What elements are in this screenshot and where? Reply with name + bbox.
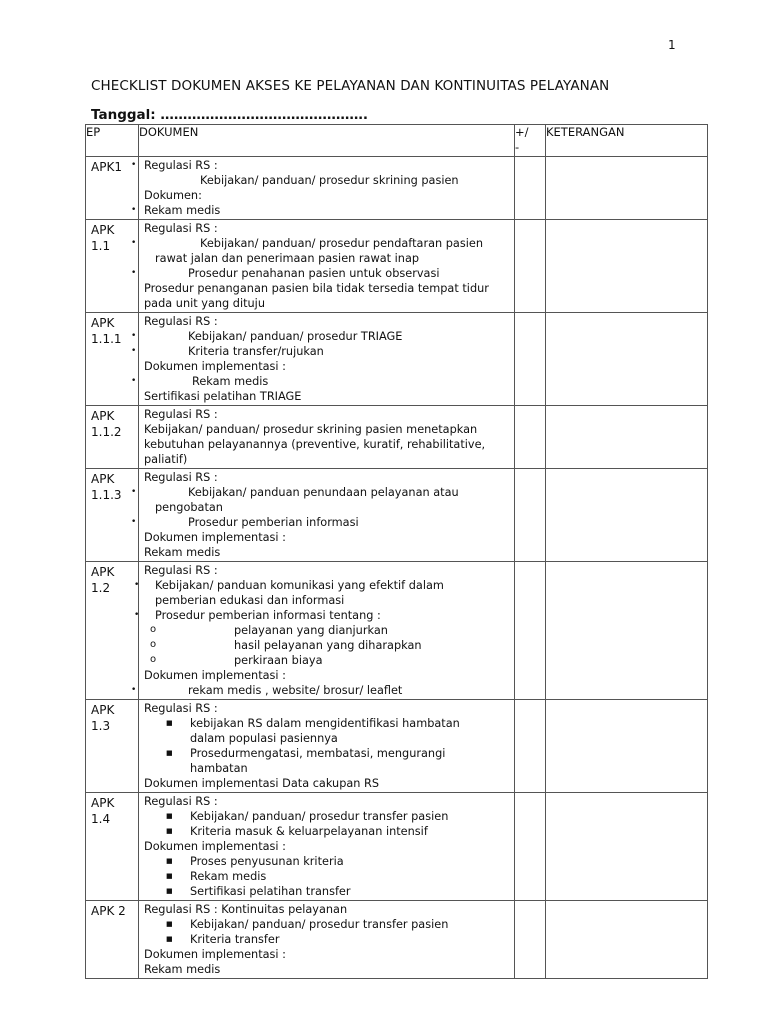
square-bullet-icon: ■ <box>166 812 173 820</box>
ep-cell: APK 1.2 <box>86 562 139 700</box>
doc-line: rawat jalan dan penerimaan pasien rawat inap <box>155 252 420 265</box>
doc-line: • Prosedur penahanan pasien untuk observasi <box>131 267 440 280</box>
ep-cell: APK 1.1 <box>86 220 139 313</box>
keterangan-cell <box>546 469 708 562</box>
bullet-icon: • <box>134 610 140 620</box>
doc-line: • Kebijakan/ panduan/ prosedur pendaftaran pasien <box>131 237 483 250</box>
dokumen-cell <box>131 220 515 313</box>
mark-cell <box>515 901 546 979</box>
doc-line: Sertifikasi pelatihan TRIAGE <box>144 390 302 403</box>
doc-line: • rekam medis , website/ brosur/ leaflet <box>131 684 403 697</box>
table-row <box>86 901 708 979</box>
bullet-icon: • <box>131 205 137 215</box>
ep-cell: APK 1.3 <box>86 700 139 793</box>
table-row <box>86 469 708 562</box>
mark-cell <box>515 157 546 220</box>
doc-line: Dokumen implementasi Data cakupan RS <box>144 777 380 790</box>
bullet-icon: • <box>131 268 137 278</box>
doc-line: • Regulasi RS : <box>131 159 218 172</box>
doc-line: Kebijakan/ panduan/ prosedur skrining pasien <box>200 174 459 187</box>
doc-line: ■ Kriteria masuk & keluarpelayanan intensif <box>166 825 428 838</box>
doc-line: • Prosedur pemberian informasi <box>131 516 359 529</box>
dokumen-cell <box>139 700 515 793</box>
doc-line: • Rekam medis <box>131 204 221 217</box>
mark-cell <box>515 313 546 406</box>
doc-line: ■ Proses penyusunan kriteria <box>166 855 344 868</box>
table-row <box>86 406 708 469</box>
doc-line: Kebijakan/ panduan/ prosedur skrining pasien menetapkan kebutuhan pelayanannya (preventive, kuratif, rehabilitative, paliatif) <box>144 423 486 466</box>
doc-line: Regulasi RS : <box>144 408 218 421</box>
table-row <box>86 157 708 220</box>
doc-line: Regulasi RS : <box>144 702 218 715</box>
ep-cell: APK 1.4 <box>86 793 139 901</box>
doc-line: ■ Kriteria transfer <box>166 933 280 946</box>
doc-line: pemberian edukasi dan informasi <box>155 594 345 607</box>
doc-line: Dokumen implementasi : <box>144 669 286 682</box>
bullet-icon: • <box>131 487 137 497</box>
dokumen-cell <box>139 406 515 469</box>
square-bullet-icon: ■ <box>166 935 173 943</box>
ep-cell: APK1 <box>86 157 139 220</box>
mark-cell <box>515 700 546 793</box>
mark-cell <box>515 469 546 562</box>
doc-line: ■ Prosedurmengatasi, membatasi, mengurangi <box>166 747 446 760</box>
checklist-table <box>85 124 708 979</box>
doc-line: ■ kebijakan RS dalam mengidentifikasi hambatan <box>166 717 460 730</box>
header-mark-top: +/ <box>515 125 529 139</box>
doc-line: Rekam medis <box>144 546 221 559</box>
doc-line: Dokumen implementasi : <box>144 531 286 544</box>
dokumen-cell <box>139 793 515 901</box>
doc-line: Regulasi RS : <box>144 471 218 484</box>
circle-bullet-icon: o <box>150 624 157 635</box>
bullet-icon: • <box>131 685 137 695</box>
doc-line: Regulasi RS : <box>144 795 218 808</box>
doc-line: Dokumen implementasi : <box>144 360 286 373</box>
mark-cell <box>515 220 546 313</box>
doc-line: • Prosedur pemberian informasi tentang : <box>134 609 381 622</box>
doc-line: ■ Kebijakan/ panduan/ prosedur transfer pasien <box>166 810 449 823</box>
dokumen-cell <box>139 901 515 979</box>
doc-line: • Rekam medis <box>131 375 269 388</box>
table-row <box>86 700 708 793</box>
doc-line: ■ Kebijakan/ panduan/ prosedur transfer pasien <box>166 918 449 931</box>
date-line: Tanggal: ………………………………………. <box>91 107 368 123</box>
ep-cell: APK 1.1.1 <box>86 313 139 406</box>
square-bullet-icon: ■ <box>166 749 173 757</box>
doc-line: ■ Rekam medis <box>166 870 267 883</box>
table-header-row <box>86 125 708 157</box>
doc-line: o hasil pelayanan yang diharapkan <box>150 639 422 652</box>
keterangan-cell <box>546 220 708 313</box>
doc-line: hambatan <box>190 762 248 775</box>
doc-line: dalam populasi pasiennya <box>190 732 338 745</box>
dokumen-cell <box>131 157 515 220</box>
table-row <box>86 313 708 406</box>
square-bullet-icon: ■ <box>166 920 173 928</box>
square-bullet-icon: ■ <box>166 719 173 727</box>
doc-line: • Kriteria transfer/rujukan <box>131 345 324 358</box>
mark-cell <box>515 406 546 469</box>
ep-cell: APK 1.1.2 <box>86 406 139 469</box>
doc-line: Regulasi RS : Kontinuitas pelayanan <box>144 903 348 916</box>
bullet-icon: • <box>134 580 140 590</box>
square-bullet-icon: ■ <box>166 887 173 895</box>
header-mark <box>515 125 546 157</box>
doc-line: Regulasi RS : <box>144 315 218 328</box>
doc-line: Rekam medis <box>144 963 221 976</box>
bullet-icon: • <box>131 376 137 386</box>
doc-line: Dokumen: <box>144 189 202 202</box>
bullet-icon: • <box>131 517 137 527</box>
doc-line: Regulasi RS : <box>144 222 218 235</box>
keterangan-cell <box>546 793 708 901</box>
mark-cell <box>515 793 546 901</box>
mark-cell <box>515 562 546 700</box>
bullet-icon: • <box>131 346 137 356</box>
bullet-icon: • <box>131 238 137 248</box>
dokumen-cell <box>131 313 515 406</box>
doc-line: o pelayanan yang dianjurkan <box>150 624 388 637</box>
header-ep: EP <box>86 125 139 157</box>
doc-line: • Kebijakan/ panduan penundaan pelayanan atau <box>131 486 459 499</box>
square-bullet-icon: ■ <box>166 857 173 865</box>
keterangan-cell <box>546 901 708 979</box>
table-row <box>86 793 708 901</box>
square-bullet-icon: ■ <box>166 827 173 835</box>
header-dokumen: DOKUMEN <box>139 125 515 157</box>
doc-line: • Kebijakan/ panduan/ prosedur TRIAGE <box>131 330 403 343</box>
circle-bullet-icon: o <box>150 639 157 650</box>
page-number: 1 <box>668 38 676 52</box>
doc-line: Regulasi RS : <box>144 564 218 577</box>
keterangan-cell <box>546 406 708 469</box>
doc-line: o perkiraan biaya <box>150 654 323 667</box>
bullet-icon: • <box>131 331 137 341</box>
table-row <box>86 562 708 700</box>
dokumen-cell <box>131 562 515 700</box>
keterangan-cell <box>546 313 708 406</box>
doc-line: Prosedur penanganan pasien bila tidak tersedia tempat tidur pada unit yang dituju <box>144 282 489 310</box>
keterangan-cell <box>546 700 708 793</box>
circle-bullet-icon: o <box>150 654 157 665</box>
header-keterangan: KETERANGAN <box>546 125 708 157</box>
ep-cell: APK 1.1.3 <box>86 469 139 562</box>
doc-line: pengobatan <box>155 501 223 514</box>
ep-cell: APK 2 <box>86 901 139 979</box>
document-title: CHECKLIST DOKUMEN AKSES KE PELAYANAN DAN KONTINUITAS PELAYANAN <box>91 78 610 94</box>
bullet-icon: • <box>131 160 137 170</box>
doc-line: Dokumen implementasi : <box>144 948 286 961</box>
dokumen-cell <box>131 469 515 562</box>
square-bullet-icon: ■ <box>166 872 173 880</box>
doc-line: ■ Sertifikasi pelatihan transfer <box>166 885 351 898</box>
doc-line: Dokumen implementasi : <box>144 840 286 853</box>
table-row <box>86 220 708 313</box>
keterangan-cell <box>546 562 708 700</box>
doc-line: • Kebijakan/ panduan komunikasi yang efektif dalam <box>134 579 444 592</box>
header-mark-bottom: - <box>515 140 520 154</box>
keterangan-cell <box>546 157 708 220</box>
